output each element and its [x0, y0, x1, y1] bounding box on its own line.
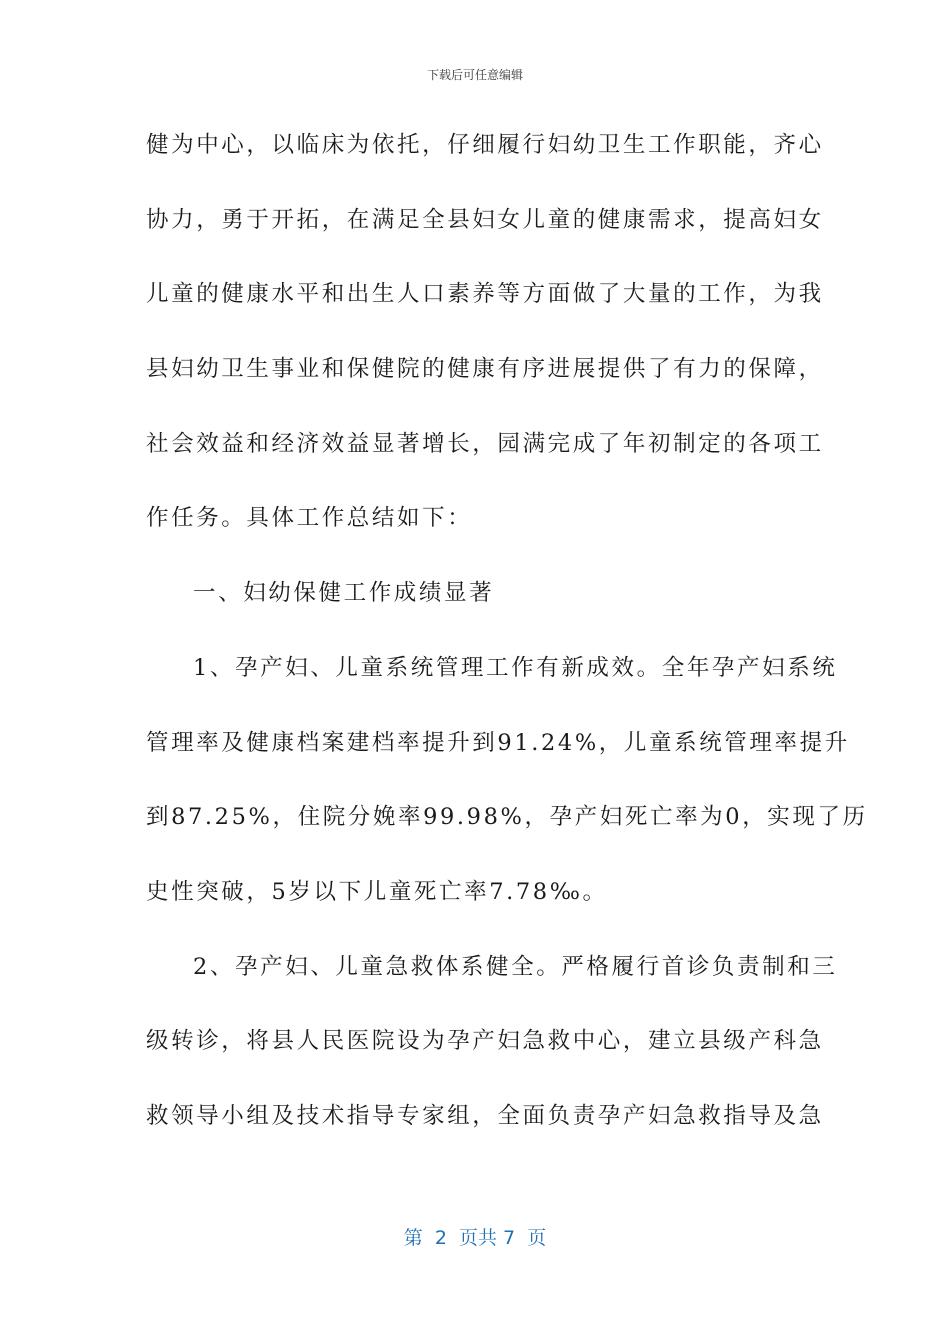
- body-line: 到87.25%，住院分娩率99.98%，孕产妇死亡率为0，实现了历: [146, 804, 868, 831]
- page-number-footer: 第 2 页共 7 页: [403, 1227, 547, 1249]
- body-line: 救领导小组及技术指导专家组，全面负责孕产妇急救指导及急: [146, 1102, 824, 1129]
- body-line: 级转诊，将县人民医院设为孕产妇急救中心，建立县级产科急: [146, 1028, 824, 1055]
- body-line: 儿童的健康水平和出生人口素养等方面做了大量的工作，为我: [146, 281, 824, 308]
- paragraph-first-line: 1、孕产妇、儿童系统管理工作有新成效。全年孕产妇系统: [193, 654, 838, 681]
- body-line: 县妇幼卫生事业和保健院的健康有序进展提供了有力的保障，: [146, 356, 824, 383]
- page-header: 下载后可任意编辑: [426, 68, 523, 82]
- body-line: 健为中心，以临床为依托，仔细履行妇幼卫生工作职能，齐心: [146, 132, 824, 158]
- body-line: 史性突破，5岁以下儿童死亡率7.78‰。: [146, 878, 608, 905]
- body-line: 作任务。具体工作总结如下：: [146, 505, 473, 532]
- body-line: 管理率及健康档案建档率提升到91.24%，儿童系统管理率提升: [146, 729, 850, 756]
- section-heading: 一、妇幼保健工作成绩显著: [193, 580, 495, 607]
- body-line: 社会效益和经济效益显著增长，园满完成了年初制定的各项工: [146, 430, 824, 457]
- body-line: 协力，勇于开拓，在满足全县妇女儿童的健康需求，提高妇女: [146, 206, 824, 233]
- paragraph-first-line: 2、孕产妇、儿童急救体系健全。严格履行首诊负责制和三: [193, 953, 838, 980]
- document-body: [146, 128, 868, 1174]
